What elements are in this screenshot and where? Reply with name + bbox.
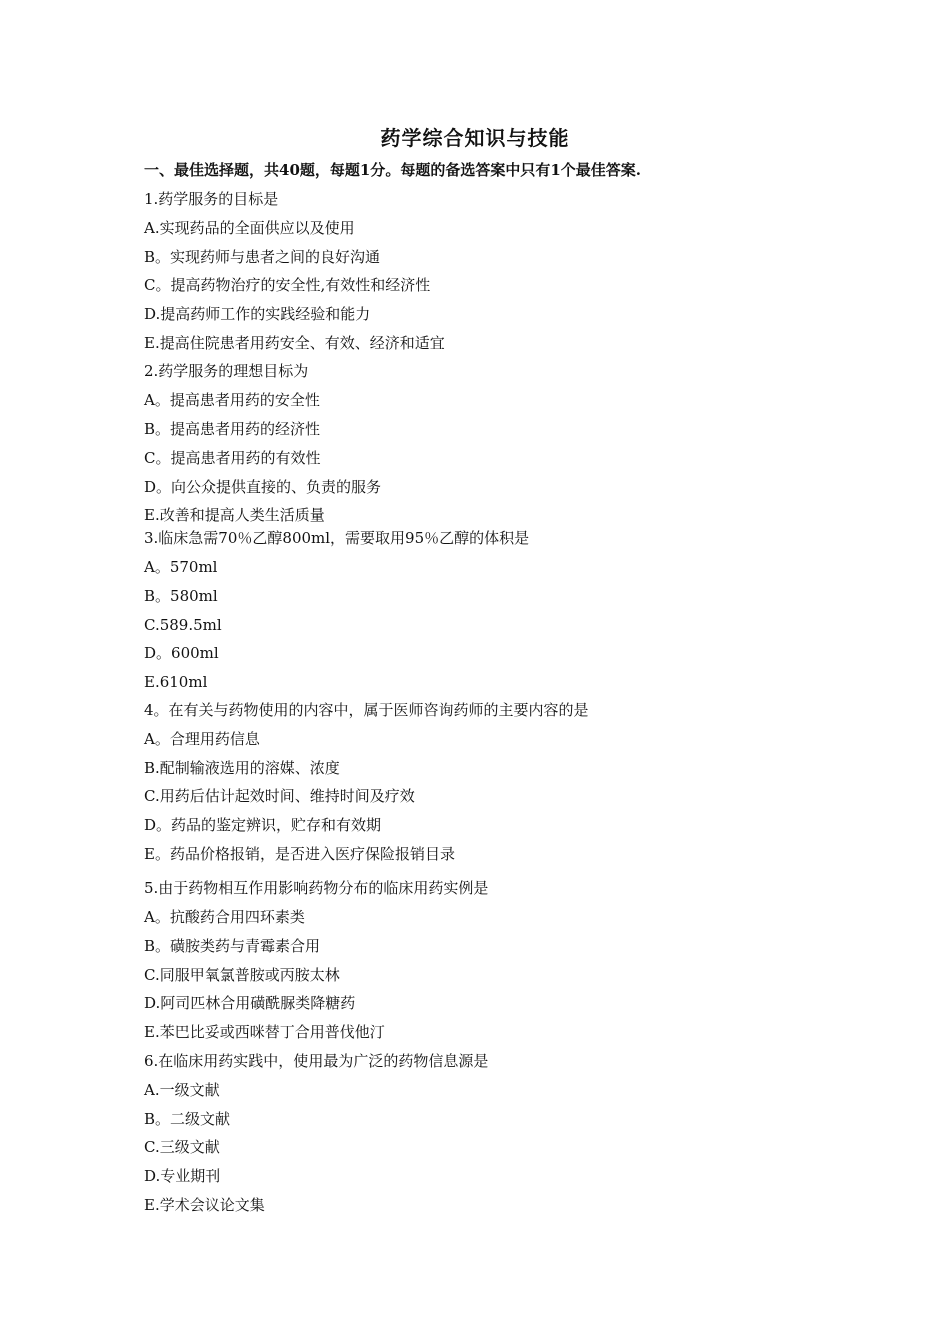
answer-option: E.610ml [144,673,208,691]
question-stem: 1.药学服务的目标是 [144,190,279,208]
answer-option: A.一级文献 [144,1081,220,1099]
answer-option: A。570ml [144,558,218,576]
question-stem: 6.在临床用药实践中，使用最为广泛的药物信息源是 [144,1052,489,1070]
answer-option: B。二级文献 [144,1110,231,1128]
answer-option: D。药品的鉴定辨识，贮存和有效期 [144,816,382,834]
answer-option: E.提高住院患者用药安全、有效、经济和适宜 [144,334,445,352]
answer-option: D.提高药师工作的实践经验和能力 [144,305,371,323]
answer-option: A。提高患者用药的安全性 [144,391,320,409]
answer-option: C。提高药物治疗的安全性,有效性和经济性 [144,276,431,294]
question-stem: 3.临床急需70％乙醇800ml，需要取用95％乙醇的体积是 [144,529,530,547]
answer-option: D。600ml [144,644,219,662]
answer-option: D。向公众提供直接的、负责的服务 [144,478,382,496]
answer-option: A.实现药品的全面供应以及使用 [144,219,355,237]
answer-option: E.学术会议论文集 [144,1196,265,1214]
answer-option: C.同服甲氧氯普胺或丙胺太林 [144,966,340,984]
answer-option: A。合理用药信息 [144,730,260,748]
answer-option: C.589.5ml [144,616,222,634]
answer-option: B.配制输液选用的溶媒、浓度 [144,759,340,777]
answer-option: C.用药后估计起效时间、维持时间及疗效 [144,787,415,805]
answer-option: B。580ml [144,587,218,605]
answer-option: C。提高患者用药的有效性 [144,449,321,467]
answer-option: E.苯巴比妥或西咪替丁合用普伐他汀 [144,1023,385,1041]
answer-option: D.阿司匹林合用磺酰脲类降糖药 [144,994,356,1012]
answer-option: E.改善和提高人类生活质量 [144,506,325,524]
question-stem: 5.由于药物相互作用影响药物分布的临床用药实例是 [144,879,489,897]
answer-option: C.三级文献 [144,1138,220,1156]
answer-option: E。药品价格报销，是否进入医疗保险报销目录 [144,845,455,863]
answer-option: D.专业期刊 [144,1167,221,1185]
question-stem: 4。在有关与药物使用的内容中，属于医师咨询药师的主要内容的是 [144,701,589,719]
question-stem: 2.药学服务的理想目标为 [144,362,309,380]
answer-option: B。实现药师与患者之间的良好沟通 [144,248,381,266]
section-heading: 一、最佳选择题，共40题，每题1分。每题的备选答案中只有1个最佳答案. [144,161,641,179]
answer-option: B。提高患者用药的经济性 [144,420,321,438]
answer-option: B。磺胺类药与青霉素合用 [144,937,321,955]
answer-option: A。抗酸药合用四环素类 [144,908,305,926]
document-title: 药学综合知识与技能 [380,126,570,150]
